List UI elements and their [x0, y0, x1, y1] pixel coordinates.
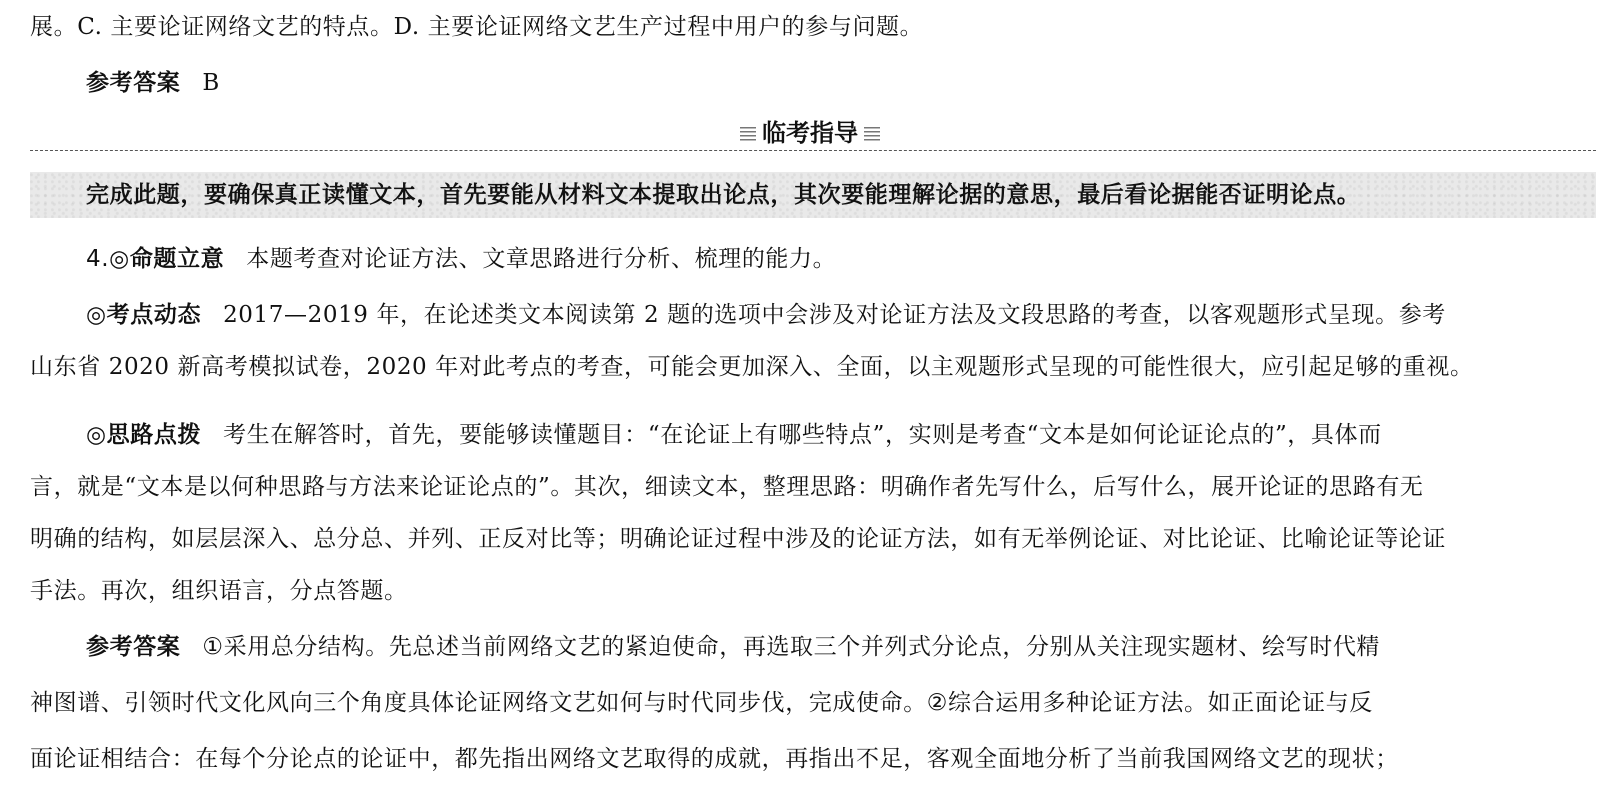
answer-label: 参考答案 — [86, 634, 181, 660]
approach-label: ◎思路点拨 — [86, 422, 202, 448]
answer-text: ①采用总分结构。先总述当前网络文艺的紧迫使命，再选取三个并列式分论点，分别从关注现实题材、绘写时代精 — [202, 634, 1381, 660]
q4-intent — [86, 244, 836, 274]
answer-line-2: 神图谱、引领时代文化风向三个角度具体论证网络文艺如何与时代同步伐，完成使命。②综合运用多种论证方法。如正面论证与反 — [30, 690, 1373, 716]
dynamics-line-1 — [86, 300, 1446, 330]
intent-label: ◎命题立意 — [109, 246, 225, 272]
intent-text: 本题考查对论证方法、文章思路进行分析、梳理的能力。 — [246, 246, 837, 272]
dynamics-line-2: 山东省 2020 新高考模拟试卷，2020 年对此考点的考查，可能会更加深入、全面，以主观题形式呈现的可能性很大，应引起足够的重视。 — [30, 354, 1474, 380]
approach-line-3: 明确的结构，如层层深入、总分总、并列、正反对比等；明确论证过程中涉及的论证方法，如有无举例论证、对比论证、比喻论证等论证 — [30, 526, 1446, 552]
guide-heading — [730, 116, 890, 150]
previous-answer — [86, 68, 220, 98]
dynamics-label: ◎考点动态 — [86, 302, 202, 328]
stripe-decoration-right — [864, 127, 880, 141]
dynamics-text: 2017—2019 年，在论述类文本阅读第 2 题的选项中会涉及对论证方法及文段思路的考查，以客观题形式呈现。参考 — [223, 302, 1446, 328]
section-divider — [30, 150, 1596, 151]
answer-value: B — [202, 70, 220, 96]
approach-line-1 — [86, 420, 1382, 450]
approach-line-4: 手法。再次，组织语言，分点答题。 — [30, 578, 408, 604]
stripe-decoration-left — [740, 127, 756, 141]
q4-number: 4. — [86, 246, 110, 272]
approach-line-2: 言，就是“文本是以何种思路与方法来论证论点的”。其次，细读文本，整理思路：明确作者先写什么，后写什么，展开论证的思路有无 — [30, 474, 1424, 500]
guide-box — [30, 172, 1596, 218]
guide-title: 临考指导 — [762, 119, 858, 147]
answer-line-1 — [86, 632, 1380, 662]
guide-text: 完成此题，要确保真正读懂文本，首先要能从材料文本提取出论点，其次要能理解论据的意思，最后看论据能否证明论点。 — [86, 182, 1361, 208]
answer-label: 参考答案 — [86, 70, 181, 96]
text-line-top: 展。C. 主要论证网络文艺的特点。D. 主要论证网络文艺生产过程中用户的参与问题。 — [30, 14, 924, 40]
answer-line-3: 面论证相结合：在每个分论点的论证中，都先指出网络文艺取得的成就，再指出不足，客观全面地分析了当前我国网络文艺的现状； — [30, 746, 1399, 772]
approach-text: 考生在解答时，首先，要能够读懂题目：“在论证上有哪些特点”，实则是考查“文本是如何论证论点的”，具体而 — [223, 422, 1382, 448]
